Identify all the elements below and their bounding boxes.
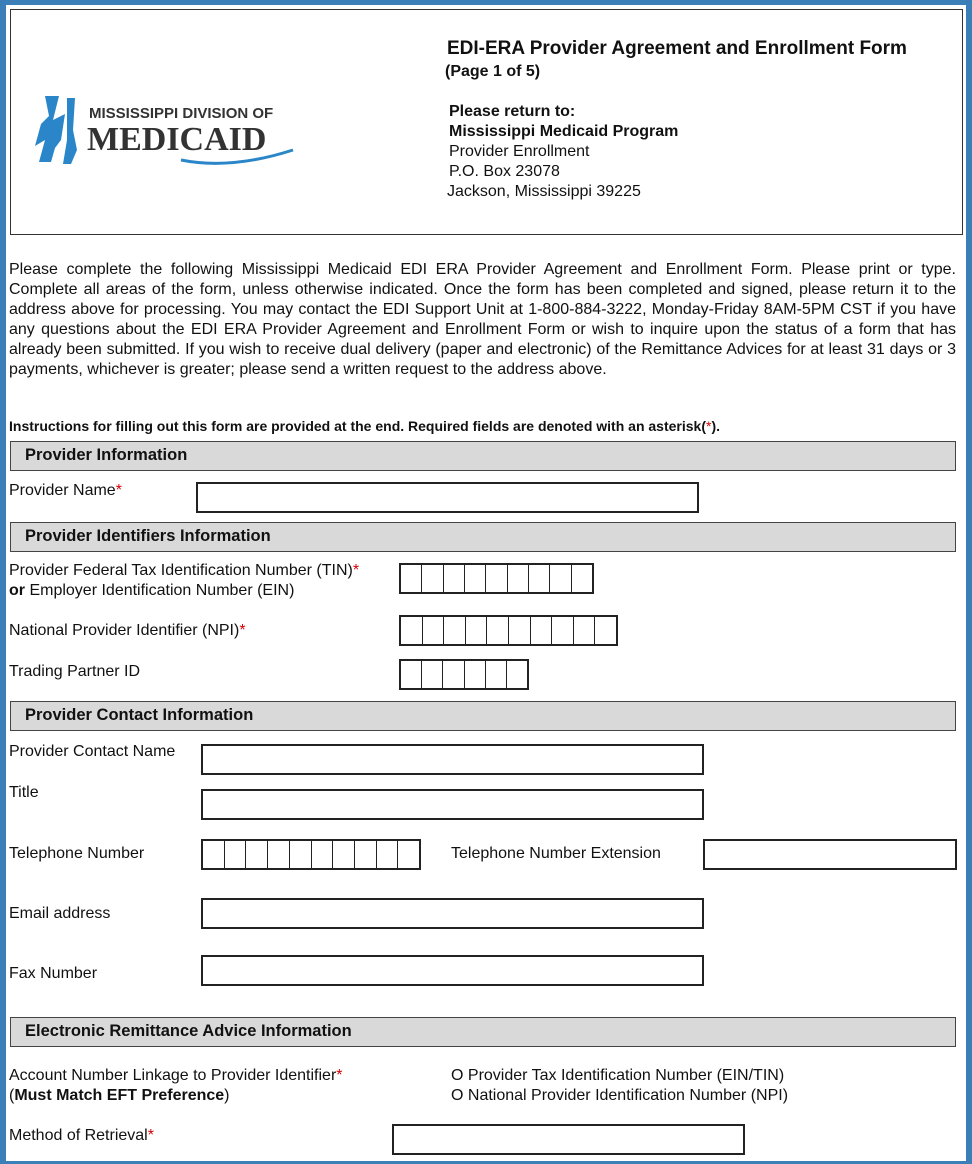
form-title: EDI-ERA Provider Agreement and Enrollment Form: [447, 38, 907, 59]
title-input[interactable]: [201, 789, 704, 820]
ein-label: or Employer Identification Number (EIN): [9, 582, 295, 599]
provider-name-input[interactable]: [196, 482, 699, 513]
tin-input[interactable]: [399, 563, 594, 594]
contact-name-input[interactable]: [201, 744, 704, 775]
page-indicator: (Page 1 of 5): [445, 63, 541, 80]
svg-text:MEDICAID: MEDICAID: [87, 121, 267, 158]
svg-text:MISSISSIPPI DIVISION OF: MISSISSIPPI DIVISION OF: [89, 105, 274, 122]
title-label: Title: [9, 784, 39, 801]
telephone-label: Telephone Number: [9, 845, 145, 862]
provider-name-label: Provider Name*: [9, 482, 122, 499]
telephone-input[interactable]: [201, 839, 421, 870]
instructions-line: Instructions for filling out this form are provided at the end. Required fields are denoted with an asterisk(*).: [9, 418, 721, 434]
retrieval-label: Method of Retrieval*: [9, 1127, 154, 1144]
asterisk-marker: *: [706, 418, 712, 434]
section-provider-identifiers: Provider Identifiers Information: [10, 522, 956, 552]
option-tin-radio[interactable]: O Provider Tax Identification Number (EIN/TIN): [451, 1067, 785, 1084]
contact-name-label: Provider Contact Name: [9, 743, 176, 760]
npi-label: National Provider Identifier (NPI)*: [9, 622, 246, 639]
fax-label: Fax Number: [9, 965, 98, 982]
return-dept: Provider Enrollment: [449, 143, 590, 160]
section-era-information: Electronic Remittance Advice Information: [10, 1017, 956, 1047]
linkage-note: (Must Match EFT Preference): [9, 1087, 230, 1104]
email-input[interactable]: [201, 898, 704, 929]
trading-partner-label: Trading Partner ID: [9, 663, 141, 680]
form-page: [6, 5, 966, 1161]
return-box: P.O. Box 23078: [449, 163, 560, 180]
npi-input[interactable]: [399, 615, 618, 646]
trading-partner-input[interactable]: [399, 659, 529, 690]
intro-paragraph: Please complete the following Mississippi Medicaid EDI ERA Provider Agreement and Enrollment Form. Please print or type. Complete all areas of the form, unless otherwise indicated. Once the form has been completed and signed, please return it to the address above for processing. You may contact the EDI Support Unit at 1-800-884-3222, Monday-Friday 8AM-5PM CST if you have any questions about the EDI ERA Provider Agreement and Enrollment Form or wish to inquire upon the status of a form that has already been submitted. If you wish to receive dual delivery (paper and electronic) of the Remittance Advices for at least 31 days or 3 payments, whichever is greater; please send a written request to the address above.: [9, 261, 956, 378]
return-org: Mississippi Medicaid Program: [449, 123, 679, 140]
medicaid-logo: [31, 90, 301, 180]
section-provider-contact: Provider Contact Information: [10, 701, 956, 731]
tin-label: Provider Federal Tax Identification Number (TIN)*: [9, 562, 360, 579]
fax-input[interactable]: [201, 955, 704, 986]
retrieval-input[interactable]: [392, 1124, 745, 1155]
header-box: [10, 9, 963, 235]
telephone-ext-label: Telephone Number Extension: [451, 845, 661, 862]
return-heading: Please return to:: [449, 103, 576, 120]
email-label: Email address: [9, 905, 111, 922]
section-provider-information: Provider Information: [10, 441, 956, 471]
return-city: Jackson, Mississippi 39225: [447, 183, 641, 200]
telephone-ext-input[interactable]: [703, 839, 957, 870]
linkage-label: Account Number Linkage to Provider Identifier*: [9, 1067, 343, 1084]
option-npi-radio[interactable]: O National Provider Identification Number (NPI): [451, 1087, 789, 1104]
